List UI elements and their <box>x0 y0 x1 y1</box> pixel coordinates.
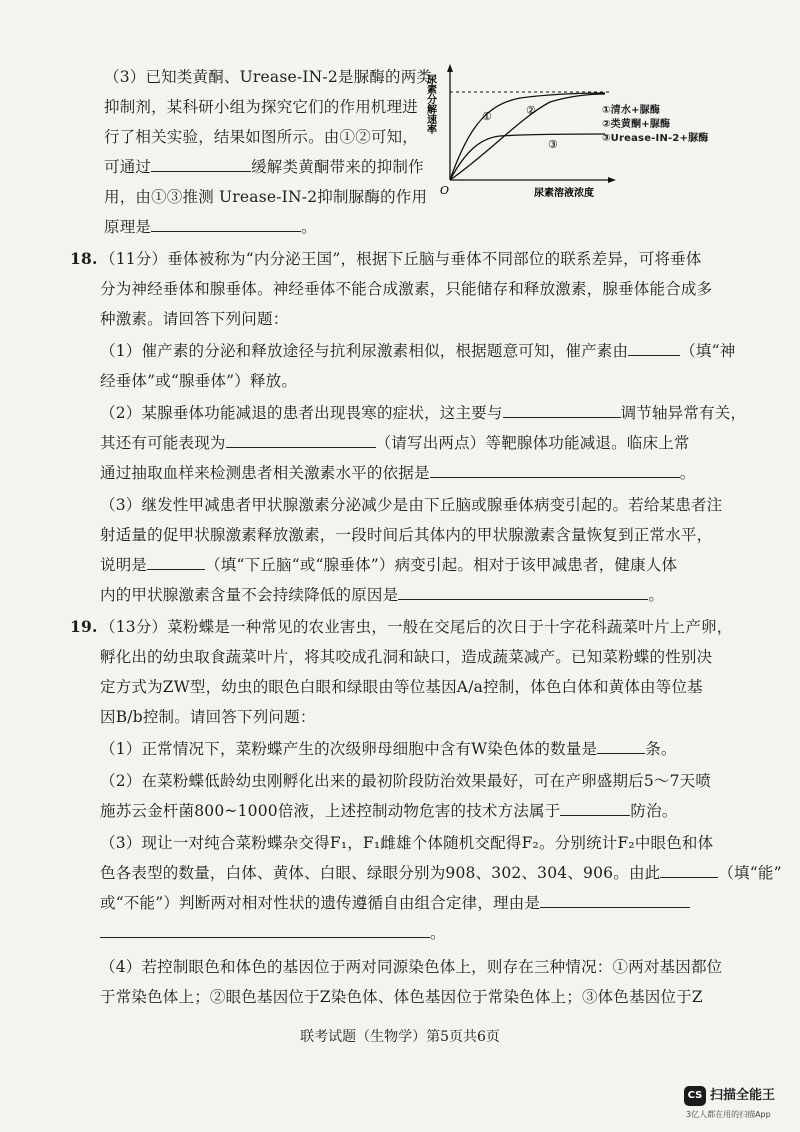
q17-part3-line3: 行了相关实验，结果如图所示。由①②可知， <box>104 128 419 146</box>
q19-part3-line3: 或“不能”）判断两对相对性状的遗传遵循自由组合定律，理由是 <box>100 888 690 918</box>
q18-part3-line3: 说明是 （填“下丘脑“或“腺垂体”）病变引起。相对于该甲减患者，健康人体 <box>100 550 677 580</box>
q19-line1: （13分）菜粉蝶是一种常见的农业害虫，一般在交尾后的次日于十字花科蔬菜叶片上产卵， <box>100 618 733 636</box>
q18-part1-line1: （1）催产素的分泌和释放途径与抗利尿激素相似，根据题意可知，催产素由 （填“神 <box>100 336 735 366</box>
q19-number: 19. <box>70 617 98 636</box>
q19-line2: 孵化出的幼虫取食蔬菜叶片，将其咬成孔洞和缺口，造成蔬菜减产。已知菜粉蝶的性别决 <box>100 648 713 666</box>
curve-series-3 <box>450 134 605 180</box>
q19-part2-line2: 施苏云金杆菌800~1000倍液，上述控制动物危害的技术方法属于 防治。 <box>100 796 678 826</box>
answer-blank[interactable] <box>560 797 630 816</box>
q17-part3-line5: 用，由①③推测 Urease-IN-2抑制脲酶的作用 <box>104 188 428 206</box>
q17-part3-line1: （3）已知类黄酮、Urease-IN-2是脲酶的两类 <box>104 68 433 86</box>
legend-item-1: ①清水+脲酶 <box>602 105 661 116</box>
legend-item-2: ②类黄酮+脲酶 <box>602 119 671 130</box>
y-axis-arrow <box>447 64 453 72</box>
q19-part3-line2: 色各表型的数量，白体、黄体、白眼、绿眼分别为908、302、304、906。由此 （填“能” <box>100 858 782 888</box>
q19-part4-line1: （4）若控制眼色和体色的基因位于两对同源染色体上，则存在三种情况：①两对基因都位 <box>100 958 723 976</box>
q18-part2-line2: 其还有可能表现为 （请写出两点）等靶腺体功能减退。临床上常 <box>100 428 690 458</box>
camscanner-name: 扫描全能王 <box>710 1088 776 1103</box>
answer-blank[interactable] <box>151 153 251 172</box>
answer-blank[interactable] <box>398 581 648 600</box>
q18-line2: 分为神经垂体和腺垂体。神经垂体不能合成激素，只能储存和释放激素，腺垂体能合成多 <box>100 280 713 298</box>
answer-blank[interactable] <box>540 889 690 908</box>
answer-blank[interactable] <box>151 213 301 232</box>
x-axis-arrow <box>608 177 616 183</box>
answer-blank[interactable] <box>100 919 430 938</box>
q18-line1: （11分）垂体被称为“内分泌王国”，根据下丘脑与垂体不同部位的联系差异，可将垂体 <box>100 250 702 268</box>
answer-blank[interactable] <box>628 337 680 356</box>
q19-part1: （1）正常情况下，菜粉蝶产生的次级卵母细胞中含有W染色体的数量是 条。 <box>100 734 677 764</box>
camscanner-tagline: 3亿人都在用的扫描App <box>686 1110 771 1119</box>
chart-xlabel: 尿素溶液浓度 <box>534 188 594 199</box>
curve-label-2: ② <box>526 104 536 117</box>
page-footer: 联考试题（生物学）第5页共6页 <box>300 1029 500 1045</box>
curve-label-3: ③ <box>548 138 558 151</box>
q18-part2-line3: 通过抽取血样来检测患者相关激素水平的依据是 。 <box>100 458 695 488</box>
q19-part3-line4: 。 <box>100 918 446 948</box>
q18-part3-line2: 射适量的促甲状腺激素释放激素，一段时间后其体内的甲状腺激素含量恢复到正常水平， <box>100 526 713 544</box>
q17-part3-line2: 抑制剂，某科研小组为探究它们的作用机理进 <box>104 98 419 116</box>
q18-part3-line1: （3）继发性甲减患者甲状腺激素分泌减少是由下丘脑或腺垂体病变引起的。若给某患者注 <box>100 496 723 514</box>
q18-number: 18. <box>70 249 98 268</box>
curve-label-1: ① <box>482 110 492 123</box>
q19-line3: 定方式为ZW型，幼虫的眼色白眼和绿眼由等位基因A/a控制，体色白体和黄体由等位基 <box>100 678 703 696</box>
q19-part3-line1: （3）现让一对纯合菜粉蝶杂交得F₁，F₁雌雄个体随机交配得F₂。分别统计F₂中眼色和体 <box>100 834 714 852</box>
answer-blank[interactable] <box>597 735 645 754</box>
chart-legend <box>602 104 709 146</box>
q17-part3-line6: 原理是 。 <box>104 212 317 242</box>
urease-chart <box>424 62 630 202</box>
q17-part3-line4: 可通过 缓解类黄酮带来的抑制作 <box>104 152 424 182</box>
chart-origin: O <box>440 184 450 197</box>
q19-part2-line1: （2）在菜粉蝶低龄幼虫刚孵化出来的最初阶段防治效果最好，可在产卵盛期后5～7天喷 <box>100 772 712 790</box>
answer-blank[interactable] <box>660 859 718 878</box>
answer-blank[interactable] <box>430 459 680 478</box>
camscanner-logo: CS <box>684 1086 706 1106</box>
q18-line3: 种激素。请回答下列问题： <box>100 310 289 328</box>
q18-part2-line1: （2）某腺垂体功能减退的患者出现畏寒的症状，这主要与 调节轴异常有关， <box>100 398 746 428</box>
q19-line4: 因B/b控制。请回答下列问题： <box>100 708 316 726</box>
q19-part4-line2: 于常染色体上；②眼色基因位于Z染色体、体色基因位于常染色体上；③体色基因位于Z <box>100 988 703 1006</box>
q18-part1-line2: 经垂体”或“腺垂体”）释放。 <box>100 372 298 390</box>
answer-blank[interactable] <box>503 399 621 418</box>
q18-part3-line4: 内的甲状腺激素含量不会持续降低的原因是 。 <box>100 580 664 610</box>
answer-blank[interactable] <box>226 429 376 448</box>
chart-ylabel: 尿素分解速率 <box>424 74 436 134</box>
legend-item-3: ③Urease-IN-2+脲酶 <box>602 133 709 144</box>
answer-blank[interactable] <box>147 551 205 570</box>
